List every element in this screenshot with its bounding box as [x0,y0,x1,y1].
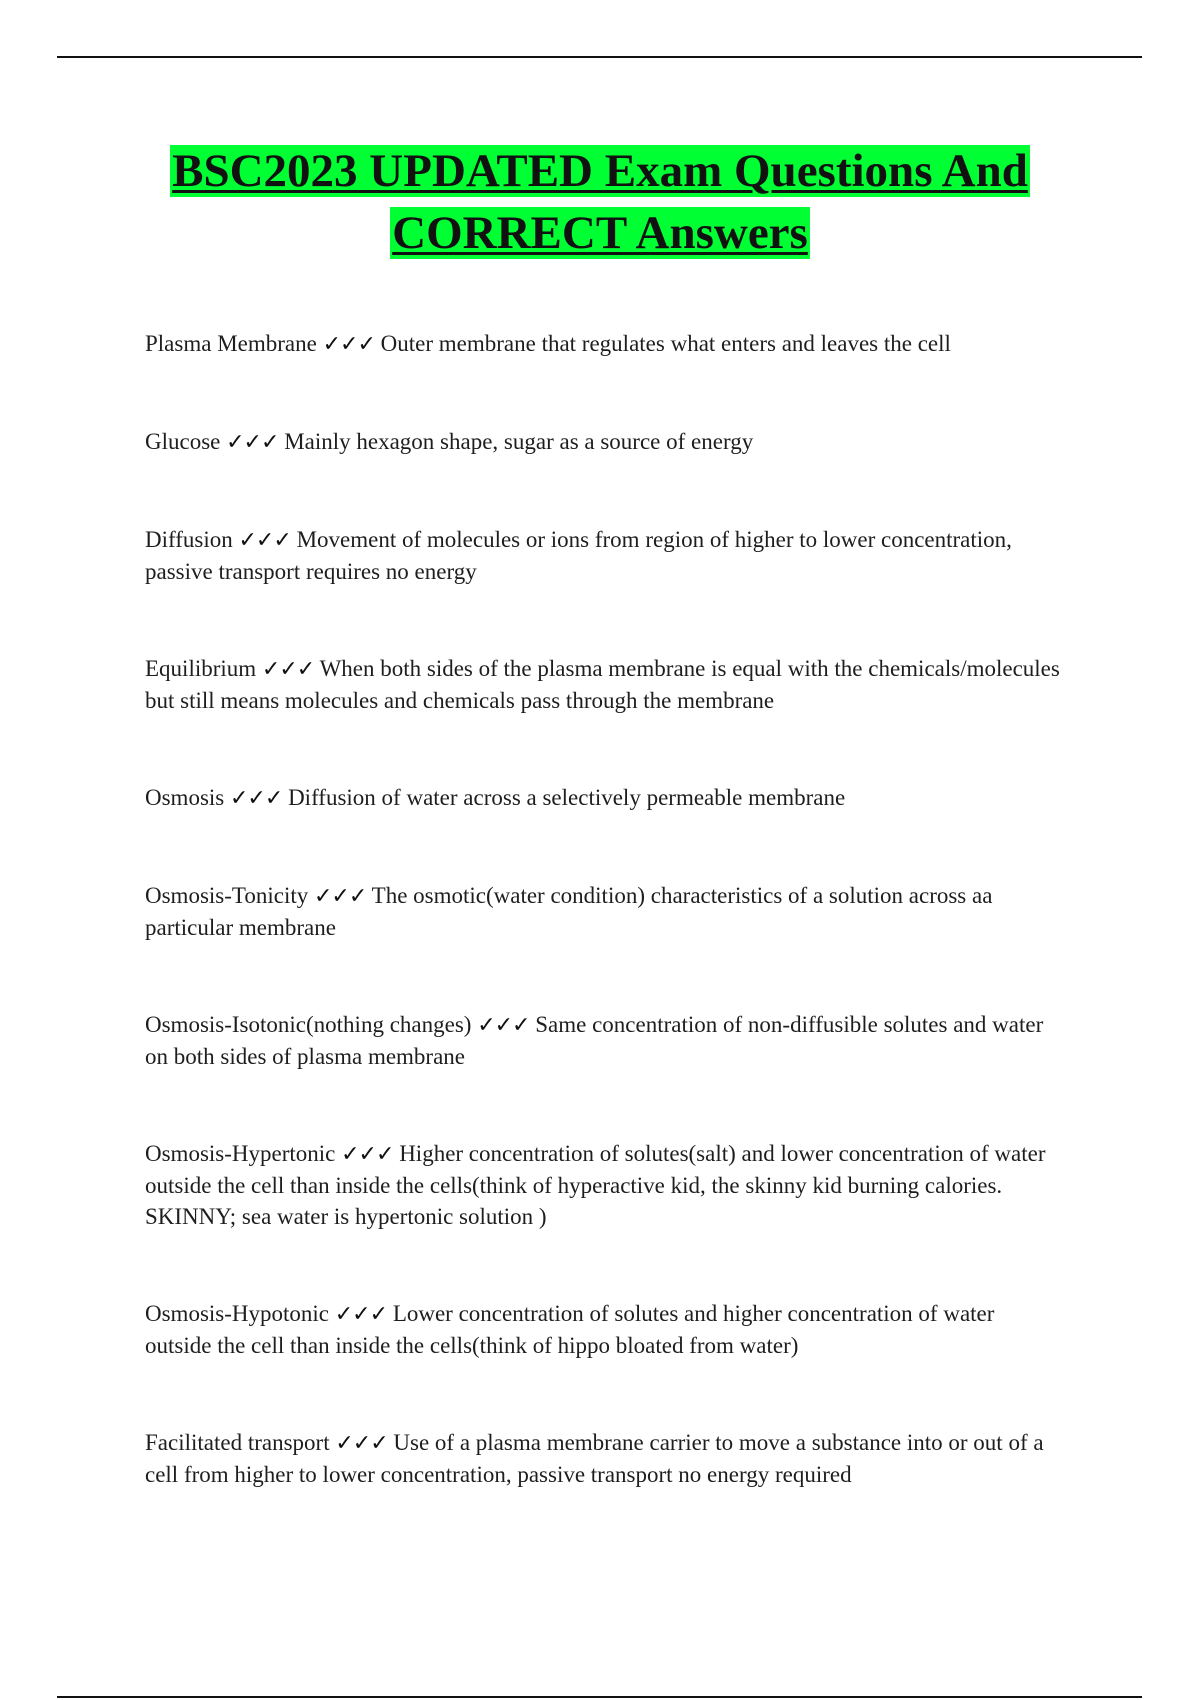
entry-definition: Movement of molecules or ions from region of higher to lower concentration, passive transport requires no energy [145,527,1012,584]
check-marks-icon: ✓✓✓ [322,332,375,357]
entry-definition: Same concentration of non-diffusible solutes and water on both sides of plasma membrane [145,1012,1044,1069]
qa-entry [145,1138,1065,1232]
title-highlight: BSC2023 UPDATED Exam Questions And CORRECT Answers [172,145,1028,259]
qa-entry [145,653,1065,716]
qa-entry [145,426,1065,458]
entry-definition: Outer membrane that regulates what enters and leaves the cell [380,331,951,356]
check-marks-icon: ✓✓✓ [335,1431,388,1456]
check-marks-icon: ✓✓✓ [341,1142,394,1167]
qa-entry [145,328,1065,360]
header-rule [57,56,1142,58]
entry-term: Glucose [145,429,221,454]
entry-term: Osmosis-Hypertonic [145,1141,336,1166]
check-marks-icon: ✓✓✓ [238,528,291,553]
check-marks-icon: ✓✓✓ [313,884,367,909]
check-marks-icon: ✓✓✓ [261,657,315,682]
qa-entry [145,1298,1065,1361]
entry-term: Osmosis-Isotonic(nothing changes) [145,1012,472,1037]
entry-term: Facilitated transport [145,1430,330,1455]
qa-list [145,328,1065,1556]
entry-definition: Diffusion of water across a selectively permeable membrane [288,785,846,810]
footer-rule [57,1696,1142,1698]
check-marks-icon: ✓✓✓ [230,786,283,811]
qa-entry [145,524,1065,587]
entry-definition: The osmotic(water condition) characteristics of a solution across aa particular membrane [145,883,993,940]
entry-definition: Use of a plasma membrane carrier to move a substance into or out of a cell from higher to lower concentration, passive transport no energy required [145,1430,1044,1487]
qa-entry [145,1009,1065,1072]
entry-definition: When both sides of the plasma membrane is equal with the chemicals/molecules but still means molecules and chemicals pass through the membrane [145,656,1060,713]
qa-entry [145,1427,1065,1490]
entry-term: Osmosis [145,785,225,810]
check-marks-icon: ✓✓✓ [477,1013,530,1038]
check-marks-icon: ✓✓✓ [334,1302,388,1327]
entry-definition: Mainly hexagon shape, sugar as a source of energy [284,429,754,454]
entry-term: Osmosis-Tonicity [145,883,309,908]
entry-definition: Lower concentration of solutes and higher concentration of water outside the cell than inside the cells(think of hippo bloated from water) [145,1301,995,1358]
entry-term: Plasma Membrane [145,331,317,356]
document-title [100,140,1100,264]
entry-definition: Higher concentration of solutes(salt) and lower concentration of water outside the cell than inside the cells(think of hyperactive kid, the skinny kid burning calories. SKINNY; sea water is hypertonic solution ) [145,1141,1046,1229]
check-marks-icon: ✓✓✓ [226,430,279,455]
entry-term: Diffusion [145,527,233,552]
qa-entry [145,880,1065,943]
entry-term: Equilibrium [145,656,257,681]
qa-entry [145,782,1065,814]
entry-term: Osmosis-Hypotonic [145,1301,329,1326]
